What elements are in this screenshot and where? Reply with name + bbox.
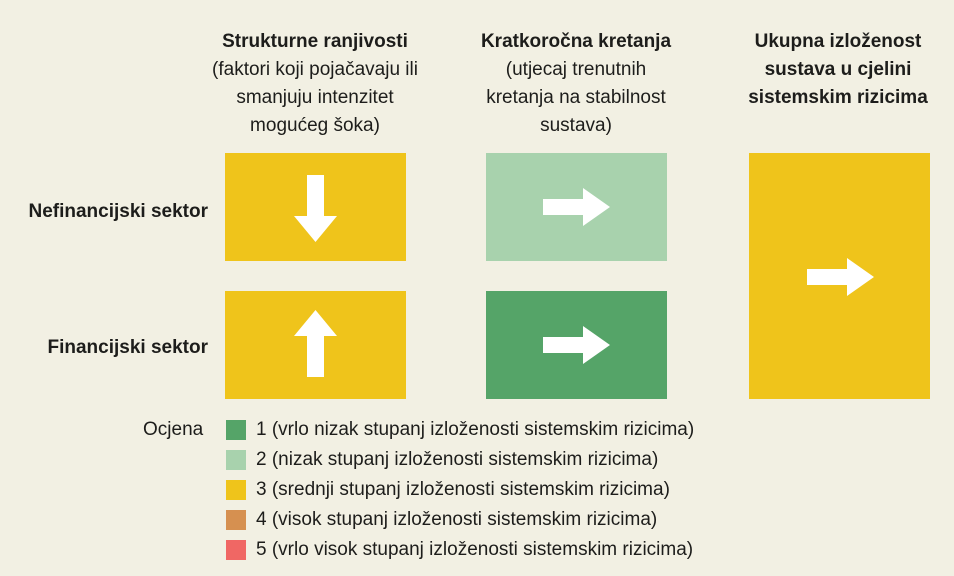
legend-text: 2 (nizak stupanj izloženosti sistemskim rizicima) [256,449,659,470]
column-subtitle-line: (faktori koji pojačavaju ili [212,59,418,80]
legend-title: Ocjena [143,419,204,440]
column-subtitle-line: (utjecaj trenutnih [505,59,647,80]
cell-financial-shortterm [486,291,667,399]
column-header-shortterm [446,28,706,140]
cell-financial-structural [225,291,406,399]
column-title-line: sustava u cjelini [764,59,912,80]
legend-item [226,538,693,562]
legend-swatch [226,450,246,470]
legend-text: 3 (srednji stupanj izloženosti sistemskim rizicima) [256,479,670,500]
legend-text: 5 (vrlo visok stupanj izloženosti sistemskim rizicima) [256,539,694,560]
column-header-structural [185,28,445,140]
column-subtitle-line: sustava) [540,115,612,136]
column-title: Kratkoročna kretanja [480,31,672,52]
row-label-nonfinancial: Nefinancijski sektor [28,201,208,222]
column-title-line: Ukupna izloženost [754,31,922,52]
legend-text: 1 (vrlo nizak stupanj izloženosti sistemskim rizicima) [256,419,695,440]
cell-overall [749,153,930,399]
legend-item [226,478,670,502]
cell-nonfinancial-structural [225,153,406,261]
legend-item [226,448,658,472]
column-subtitle-line: mogućeg šoka) [250,115,380,136]
legend-swatch [226,420,246,440]
legend-item [226,418,694,442]
column-title: Strukturne ranjivosti [222,31,408,52]
legend-swatch [226,510,246,530]
legend-swatch [226,480,246,500]
column-header-overall [725,28,951,112]
arrow-right-icon [486,291,667,399]
arrow-right-icon [486,153,667,261]
row-label-financial: Financijski sektor [47,337,208,358]
column-subtitle-line: smanjuju intenzitet [236,87,394,108]
legend-item [226,508,657,532]
arrow-down-icon [225,153,406,261]
column-subtitle-line: kretanja na stabilnost [486,87,666,108]
column-title-line: sistemskim rizicima [748,87,928,108]
arrow-up-icon [225,291,406,399]
arrow-right-icon [749,153,930,399]
legend-text: 4 (visok stupanj izloženosti sistemskim rizicima) [256,509,658,530]
cell-nonfinancial-shortterm [486,153,667,261]
legend-swatch [226,540,246,560]
